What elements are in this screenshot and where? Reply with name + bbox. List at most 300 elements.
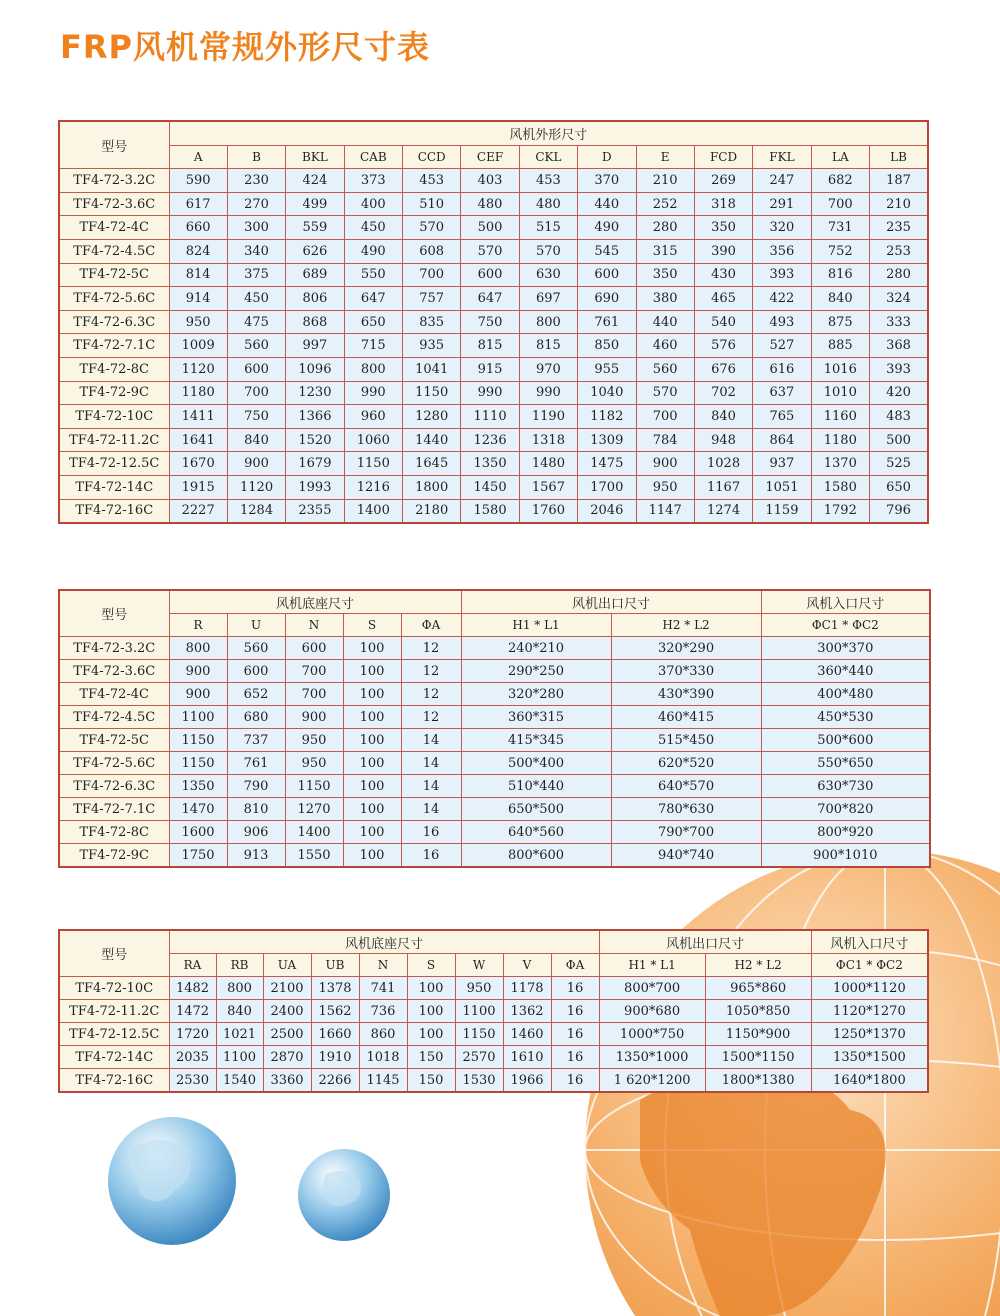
value-cell: 626 — [286, 239, 344, 263]
value-cell: 700 — [636, 405, 694, 429]
value-cell: 1378 — [311, 977, 359, 1000]
column-header: W — [455, 954, 503, 977]
value-cell: 499 — [286, 192, 344, 216]
value-cell: 500 — [461, 216, 519, 240]
column-header: V — [503, 954, 551, 977]
value-cell: 16 — [551, 1046, 599, 1069]
value-cell: 1318 — [519, 428, 577, 452]
value-cell: 100 — [407, 1023, 455, 1046]
model-cell: TF4-72-4C — [59, 683, 169, 706]
value-cell: 955 — [578, 357, 636, 381]
value-cell: 689 — [286, 263, 344, 287]
value-cell: 682 — [811, 169, 869, 193]
value-cell: 900*680 — [599, 1000, 705, 1023]
value-cell: 900 — [636, 452, 694, 476]
value-cell: 1411 — [169, 405, 227, 429]
value-cell: 269 — [694, 169, 752, 193]
value-cell: 1400 — [285, 821, 343, 844]
value-cell: 510 — [403, 192, 461, 216]
value-cell: 252 — [636, 192, 694, 216]
table-row — [59, 428, 928, 452]
value-cell: 320*280 — [461, 683, 611, 706]
value-cell: 1050*850 — [705, 1000, 811, 1023]
value-cell: 700 — [403, 263, 461, 287]
value-cell: 1000*750 — [599, 1023, 705, 1046]
value-cell: 2500 — [263, 1023, 311, 1046]
value-cell: 637 — [753, 381, 811, 405]
value-cell: 937 — [753, 452, 811, 476]
value-cell: 1230 — [286, 381, 344, 405]
value-cell: 650 — [344, 310, 402, 334]
value-cell: 700*820 — [761, 798, 930, 821]
value-cell: 230 — [227, 169, 285, 193]
value-cell: 700 — [227, 381, 285, 405]
value-cell: 1159 — [753, 499, 811, 523]
value-cell: 800 — [216, 977, 263, 1000]
table-row — [59, 977, 928, 1000]
value-cell: 320 — [753, 216, 811, 240]
model-header: 型号 — [59, 590, 169, 637]
value-cell: 1472 — [169, 1000, 216, 1023]
table-row — [59, 381, 928, 405]
value-cell: 100 — [343, 844, 401, 868]
column-header: S — [343, 614, 401, 637]
value-cell: 1567 — [519, 475, 577, 499]
value-cell: 350 — [636, 263, 694, 287]
value-cell: 2227 — [169, 499, 227, 523]
value-cell: 814 — [169, 263, 227, 287]
value-cell: 375 — [227, 263, 285, 287]
value-cell: 100 — [343, 637, 401, 660]
value-cell: 324 — [870, 287, 929, 311]
value-cell: 650*500 — [461, 798, 611, 821]
table-row — [59, 798, 930, 821]
value-cell: 100 — [343, 729, 401, 752]
table-row — [59, 660, 930, 683]
value-cell: 737 — [227, 729, 285, 752]
value-cell: 291 — [753, 192, 811, 216]
value-cell: 1250*1370 — [811, 1023, 928, 1046]
value-cell: 1792 — [811, 499, 869, 523]
value-cell: 1600 — [169, 821, 227, 844]
value-cell: 1750 — [169, 844, 227, 868]
column-header: ΦA — [551, 954, 599, 977]
column-header: U — [227, 614, 285, 637]
column-header: ΦC1 * ΦC2 — [761, 614, 930, 637]
group-header-base: 风机底座尺寸 — [169, 590, 461, 614]
value-cell: 640*560 — [461, 821, 611, 844]
value-cell: 1051 — [753, 475, 811, 499]
model-cell: TF4-72-8C — [59, 821, 169, 844]
value-cell: 490 — [344, 239, 402, 263]
value-cell: 16 — [551, 1000, 599, 1023]
value-cell: 1530 — [455, 1069, 503, 1093]
value-cell: 545 — [578, 239, 636, 263]
value-cell: 1150 — [285, 775, 343, 798]
value-cell: 1580 — [811, 475, 869, 499]
value-cell: 800 — [169, 637, 227, 660]
value-cell: 570 — [636, 381, 694, 405]
value-cell: 860 — [359, 1023, 407, 1046]
value-cell: 761 — [578, 310, 636, 334]
value-cell: 1679 — [286, 452, 344, 476]
column-header: LA — [811, 145, 869, 169]
model-cell: TF4-72-14C — [59, 475, 169, 499]
value-cell: 617 — [169, 192, 227, 216]
value-cell: 900 — [285, 706, 343, 729]
value-cell: 1145 — [359, 1069, 407, 1093]
value-cell: 16 — [551, 1023, 599, 1046]
value-cell: 390 — [694, 239, 752, 263]
value-cell: 950 — [169, 310, 227, 334]
value-cell: 900 — [169, 660, 227, 683]
value-cell: 1350*1000 — [599, 1046, 705, 1069]
column-header: CEF — [461, 145, 519, 169]
model-cell: TF4-72-5.6C — [59, 287, 169, 311]
value-cell: 741 — [359, 977, 407, 1000]
value-cell: 100 — [343, 706, 401, 729]
value-cell: 950 — [285, 752, 343, 775]
value-cell: 1280 — [403, 405, 461, 429]
value-cell: 800*700 — [599, 977, 705, 1000]
table-row — [59, 452, 928, 476]
value-cell: 1475 — [578, 452, 636, 476]
value-cell: 1482 — [169, 977, 216, 1000]
value-cell: 527 — [753, 334, 811, 358]
value-cell: 1915 — [169, 475, 227, 499]
value-cell: 915 — [461, 357, 519, 381]
value-cell: 14 — [401, 798, 461, 821]
table-header-row — [59, 590, 930, 614]
value-cell: 318 — [694, 192, 752, 216]
column-header: FCD — [694, 145, 752, 169]
value-cell: 900*1010 — [761, 844, 930, 868]
value-cell: 935 — [403, 334, 461, 358]
table-row — [59, 729, 930, 752]
value-cell: 100 — [343, 798, 401, 821]
value-cell: 500*400 — [461, 752, 611, 775]
value-cell: 210 — [636, 169, 694, 193]
value-cell: 736 — [359, 1000, 407, 1023]
value-cell: 680 — [227, 706, 285, 729]
value-cell: 100 — [407, 1000, 455, 1023]
value-cell: 1670 — [169, 452, 227, 476]
value-cell: 2870 — [263, 1046, 311, 1069]
value-cell: 816 — [811, 263, 869, 287]
value-cell: 320*290 — [611, 637, 761, 660]
value-cell: 450 — [227, 287, 285, 311]
model-cell: TF4-72-7.1C — [59, 798, 169, 821]
table-row — [59, 1023, 928, 1046]
value-cell: 570 — [461, 239, 519, 263]
value-cell: 815 — [519, 334, 577, 358]
column-header: H2 * L2 — [611, 614, 761, 637]
value-cell: 1450 — [461, 475, 519, 499]
value-cell: 1284 — [227, 499, 285, 523]
value-cell: 453 — [519, 169, 577, 193]
group-header-inlet: 风机入口尺寸 — [761, 590, 930, 614]
column-header: FKL — [753, 145, 811, 169]
value-cell: 906 — [227, 821, 285, 844]
value-cell: 757 — [403, 287, 461, 311]
value-cell: 16 — [551, 1069, 599, 1093]
value-cell: 1550 — [285, 844, 343, 868]
table-row — [59, 310, 928, 334]
value-cell: 515*450 — [611, 729, 761, 752]
value-cell: 1966 — [503, 1069, 551, 1093]
value-cell: 475 — [227, 310, 285, 334]
table-row — [59, 683, 930, 706]
value-cell: 1150 — [169, 729, 227, 752]
value-cell: 840 — [227, 428, 285, 452]
model-cell: TF4-72-3.2C — [59, 637, 169, 660]
value-cell: 600 — [461, 263, 519, 287]
value-cell: 1028 — [694, 452, 752, 476]
value-cell: 100 — [407, 977, 455, 1000]
column-header: UB — [311, 954, 359, 977]
table-row — [59, 637, 930, 660]
group-header-base: 风机底座尺寸 — [169, 930, 599, 954]
value-cell: 950 — [285, 729, 343, 752]
value-cell: 948 — [694, 428, 752, 452]
value-cell: 350 — [694, 216, 752, 240]
value-cell: 12 — [401, 660, 461, 683]
model-cell: TF4-72-3.6C — [59, 660, 169, 683]
value-cell: 150 — [407, 1069, 455, 1093]
value-cell: 559 — [286, 216, 344, 240]
value-cell: 620*520 — [611, 752, 761, 775]
value-cell: 790*700 — [611, 821, 761, 844]
value-cell: 393 — [870, 357, 929, 381]
group-header: 风机外形尺寸 — [169, 121, 928, 145]
value-cell: 493 — [753, 310, 811, 334]
value-cell: 422 — [753, 287, 811, 311]
value-cell: 1160 — [811, 405, 869, 429]
table-header-row — [59, 121, 928, 145]
value-cell: 430*390 — [611, 683, 761, 706]
column-header: H2 * L2 — [705, 954, 811, 977]
column-header: BKL — [286, 145, 344, 169]
value-cell: 1018 — [359, 1046, 407, 1069]
value-cell: 990 — [519, 381, 577, 405]
value-cell: 360*315 — [461, 706, 611, 729]
model-cell: TF4-72-16C — [59, 499, 169, 523]
value-cell: 300*370 — [761, 637, 930, 660]
column-header: B — [227, 145, 285, 169]
value-cell: 100 — [343, 775, 401, 798]
value-cell: 885 — [811, 334, 869, 358]
value-cell: 640*570 — [611, 775, 761, 798]
value-cell: 16 — [551, 977, 599, 1000]
value-cell: 1520 — [286, 428, 344, 452]
value-cell: 676 — [694, 357, 752, 381]
value-cell: 430 — [694, 263, 752, 287]
value-cell: 2400 — [263, 1000, 311, 1023]
value-cell: 2355 — [286, 499, 344, 523]
value-cell: 315 — [636, 239, 694, 263]
value-cell: 16 — [401, 821, 461, 844]
table-row — [59, 192, 928, 216]
value-cell: 356 — [753, 239, 811, 263]
table-row — [59, 1046, 928, 1069]
value-cell: 576 — [694, 334, 752, 358]
value-cell: 1147 — [636, 499, 694, 523]
value-cell: 460 — [636, 334, 694, 358]
value-cell: 1190 — [519, 405, 577, 429]
value-cell: 1362 — [503, 1000, 551, 1023]
blue-globe-large-icon — [108, 1117, 236, 1245]
column-header: N — [285, 614, 343, 637]
value-cell: 850 — [578, 334, 636, 358]
value-cell: 750 — [461, 310, 519, 334]
table-row — [59, 844, 930, 868]
value-cell: 393 — [753, 263, 811, 287]
model-cell: TF4-72-11.2C — [59, 428, 169, 452]
table-row — [59, 169, 928, 193]
value-cell: 600 — [285, 637, 343, 660]
value-cell: 1096 — [286, 357, 344, 381]
value-cell: 590 — [169, 169, 227, 193]
value-cell: 424 — [286, 169, 344, 193]
value-cell: 460*415 — [611, 706, 761, 729]
value-cell: 1150*900 — [705, 1023, 811, 1046]
value-cell: 1760 — [519, 499, 577, 523]
value-cell: 1366 — [286, 405, 344, 429]
value-cell: 600 — [227, 660, 285, 683]
column-header: R — [169, 614, 227, 637]
value-cell: 1041 — [403, 357, 461, 381]
value-cell: 1060 — [344, 428, 402, 452]
value-cell: 1460 — [503, 1023, 551, 1046]
value-cell: 360*440 — [761, 660, 930, 683]
value-cell: 608 — [403, 239, 461, 263]
value-cell: 253 — [870, 239, 929, 263]
value-cell: 1645 — [403, 452, 461, 476]
value-cell: 240*210 — [461, 637, 611, 660]
value-cell: 796 — [870, 499, 929, 523]
model-cell: TF4-72-7.1C — [59, 334, 169, 358]
value-cell: 570 — [519, 239, 577, 263]
column-header: H1 * L1 — [599, 954, 705, 977]
model-header: 型号 — [59, 930, 169, 977]
model-cell: TF4-72-8C — [59, 357, 169, 381]
value-cell: 1120 — [169, 357, 227, 381]
value-cell: 950 — [455, 977, 503, 1000]
value-cell: 1400 — [344, 499, 402, 523]
value-cell: 1270 — [285, 798, 343, 821]
value-cell: 1180 — [811, 428, 869, 452]
table-row — [59, 475, 928, 499]
value-cell: 14 — [401, 775, 461, 798]
value-cell: 2100 — [263, 977, 311, 1000]
value-cell: 868 — [286, 310, 344, 334]
value-cell: 1660 — [311, 1023, 359, 1046]
value-cell: 1610 — [503, 1046, 551, 1069]
value-cell: 510*440 — [461, 775, 611, 798]
value-cell: 12 — [401, 637, 461, 660]
value-cell: 280 — [870, 263, 929, 287]
value-cell: 400*480 — [761, 683, 930, 706]
value-cell: 1216 — [344, 475, 402, 499]
model-cell: TF4-72-12.5C — [59, 1023, 169, 1046]
value-cell: 100 — [343, 821, 401, 844]
column-header: UA — [263, 954, 311, 977]
model-cell: TF4-72-12.5C — [59, 452, 169, 476]
value-cell: 465 — [694, 287, 752, 311]
value-cell: 2035 — [169, 1046, 216, 1069]
value-cell: 12 — [401, 683, 461, 706]
value-cell: 1562 — [311, 1000, 359, 1023]
value-cell: 1800 — [403, 475, 461, 499]
value-cell: 835 — [403, 310, 461, 334]
table-row — [59, 821, 930, 844]
value-cell: 1800*1380 — [705, 1069, 811, 1093]
table-row — [59, 287, 928, 311]
value-cell: 1110 — [461, 405, 519, 429]
value-cell: 715 — [344, 334, 402, 358]
value-cell: 373 — [344, 169, 402, 193]
value-cell: 990 — [461, 381, 519, 405]
value-cell: 1150 — [455, 1023, 503, 1046]
value-cell: 210 — [870, 192, 929, 216]
column-header-row — [59, 145, 928, 169]
value-cell: 453 — [403, 169, 461, 193]
value-cell: 1350*1500 — [811, 1046, 928, 1069]
value-cell: 750 — [227, 405, 285, 429]
value-cell: 1540 — [216, 1069, 263, 1093]
value-cell: 1274 — [694, 499, 752, 523]
table-row — [59, 775, 930, 798]
value-cell: 616 — [753, 357, 811, 381]
value-cell: 483 — [870, 405, 929, 429]
value-cell: 187 — [870, 169, 929, 193]
table-row — [59, 357, 928, 381]
column-header: LB — [870, 145, 929, 169]
value-cell: 815 — [461, 334, 519, 358]
value-cell: 752 — [811, 239, 869, 263]
value-cell: 630*730 — [761, 775, 930, 798]
value-cell: 340 — [227, 239, 285, 263]
value-cell: 525 — [870, 452, 929, 476]
dimensions-table-2 — [58, 589, 931, 868]
model-cell: TF4-72-3.6C — [59, 192, 169, 216]
value-cell: 652 — [227, 683, 285, 706]
value-cell: 1010 — [811, 381, 869, 405]
model-cell: TF4-72-5C — [59, 263, 169, 287]
table-row — [59, 1000, 928, 1023]
value-cell: 810 — [227, 798, 285, 821]
table-row — [59, 239, 928, 263]
model-cell: TF4-72-4C — [59, 216, 169, 240]
model-cell: TF4-72-5C — [59, 729, 169, 752]
column-header: S — [407, 954, 455, 977]
model-cell: TF4-72-6.3C — [59, 775, 169, 798]
value-cell: 913 — [227, 844, 285, 868]
value-cell: 990 — [344, 381, 402, 405]
value-cell: 1150 — [169, 752, 227, 775]
value-cell: 550*650 — [761, 752, 930, 775]
model-cell: TF4-72-16C — [59, 1069, 169, 1093]
column-header: D — [578, 145, 636, 169]
value-cell: 765 — [753, 405, 811, 429]
column-header: N — [359, 954, 407, 977]
value-cell: 1150 — [344, 452, 402, 476]
value-cell: 761 — [227, 752, 285, 775]
value-cell: 970 — [519, 357, 577, 381]
value-cell: 1000*1120 — [811, 977, 928, 1000]
value-cell: 450*530 — [761, 706, 930, 729]
value-cell: 1700 — [578, 475, 636, 499]
